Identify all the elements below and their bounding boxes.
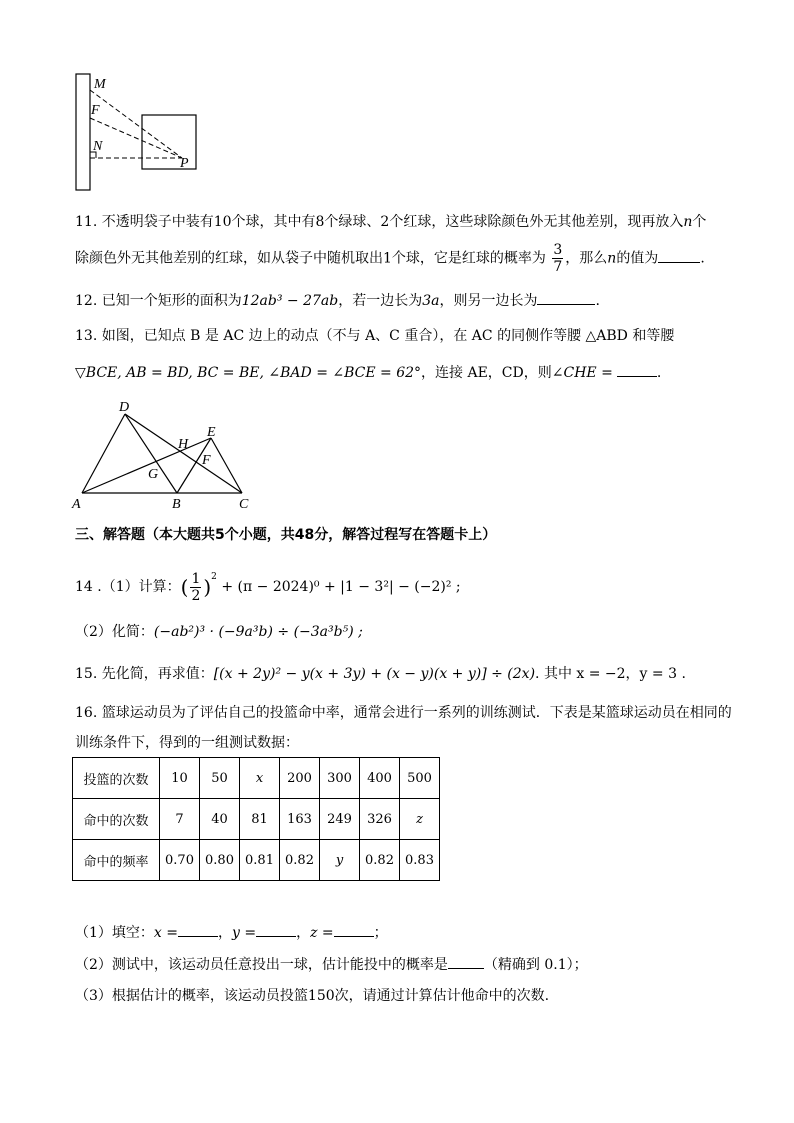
q12-text3: ，则另一边长为	[439, 293, 538, 309]
q11-fraction	[552, 242, 563, 275]
label-A: A	[72, 497, 81, 512]
fill-y-label: y =	[232, 925, 257, 941]
table-cell: 300	[320, 758, 360, 799]
q13-line2	[75, 362, 661, 383]
sep2: ，	[296, 925, 311, 941]
label-C: C	[239, 497, 249, 512]
table-row	[73, 799, 440, 840]
q12-text1: 12. 已知一个矩形的面积为	[75, 293, 242, 309]
q13-expr: ∠CHE =	[551, 365, 613, 381]
q14-square: 2	[211, 572, 217, 582]
table-cell: 163	[280, 799, 320, 840]
q16-line1: 16. 篮球运动员为了评估自己的投篮命中率，通常会进行一系列的训练测试．下表是某篮球运动员在相同的	[75, 705, 732, 721]
q15-expr: [(x + 2y)² − y(x + 3y) + (x − y)(x + y)] ÷ (2x)	[213, 666, 536, 682]
q12-expr: 12ab³ − 27ab	[241, 293, 339, 309]
q12-answer-blank[interactable]	[537, 290, 595, 305]
q16-fill-label: （1）填空：	[75, 925, 154, 941]
q16-data-table	[72, 757, 440, 881]
q16-part3: （3）根据估计的概率，该运动员投篮150次，请通过计算估计他命中的次数.	[75, 988, 550, 1004]
q11-text3: ，那么	[565, 250, 608, 267]
label-N: N	[93, 139, 103, 154]
q16-p2-blank[interactable]	[448, 954, 484, 969]
q11-text1-end: 个	[692, 214, 707, 230]
q12-line	[75, 290, 600, 311]
figure-triangles	[68, 398, 258, 512]
fill-x-blank[interactable]	[178, 922, 218, 937]
table-cell: 81	[240, 799, 280, 840]
table-cell: 50	[200, 758, 240, 799]
segment-AD	[82, 414, 125, 493]
paren-close: )	[203, 575, 212, 599]
q15-label: 15. 先化简，再求值：	[75, 666, 214, 682]
table-cell: 40	[200, 799, 240, 840]
q13-line1: 13. 如图，已知点 B 是 AC 边上的动点（不与 A、C 重合），在 AC 的同侧作等腰 △ABD 和等腰	[75, 328, 675, 344]
table-cell: 249	[320, 799, 360, 840]
paren-open: (	[180, 575, 189, 599]
frac-numerator: 3	[553, 242, 563, 258]
label-B: B	[172, 497, 181, 512]
q11-text2: 除颜色外无其他差别的红球，如从袋子中随机取出1个球，它是红球的概率为	[75, 250, 546, 267]
q16-line2: 训练条件下，得到的一组测试数据：	[75, 735, 299, 751]
fill-y-blank[interactable]	[256, 922, 296, 937]
q11-end: .	[700, 250, 705, 267]
table-cell: y	[320, 840, 360, 881]
q13-answer-blank[interactable]	[617, 362, 657, 377]
q12-side: 3a	[422, 293, 440, 309]
q11-text4: 的值为	[616, 250, 659, 267]
table-cell: 10	[160, 758, 200, 799]
q16-p2-tail: （精确到 0.1）；	[483, 957, 588, 973]
label-M: M	[94, 77, 106, 92]
q14-label: 14 .（1）计算：	[75, 579, 181, 595]
q14-part2	[75, 622, 363, 642]
table-cell: z	[400, 799, 440, 840]
table-cell: 200	[280, 758, 320, 799]
segment-DC	[125, 414, 242, 493]
figure-wall-box	[70, 68, 210, 196]
q16-fill-line	[75, 922, 388, 943]
q13-end: .	[656, 365, 662, 381]
fill-z-label: z =	[310, 925, 334, 941]
fill-x-label: x =	[153, 925, 178, 941]
table-row	[73, 758, 440, 799]
q13-conditions: ▽BCE, AB = BD, BC = BE, ∠BAD = ∠BCE = 62°	[75, 365, 422, 381]
table-cell: 0.82	[360, 840, 400, 881]
table-cell: 500	[400, 758, 440, 799]
fill-end: ；	[373, 925, 388, 941]
q12-end: .	[595, 293, 600, 309]
table-cell: 7	[160, 799, 200, 840]
q16-p2-text: （2）测试中，该运动员任意投出一球，估计能投中的概率是	[75, 957, 448, 973]
label-D: D	[119, 400, 130, 415]
table-cell: 326	[360, 799, 400, 840]
fill-z-blank[interactable]	[334, 922, 374, 937]
table-row	[73, 840, 440, 881]
q11-line1	[75, 212, 706, 232]
label-P: P	[180, 156, 189, 171]
q14-part1	[75, 566, 461, 608]
q14-fraction: $\frac{1}{2}$	[191, 570, 201, 604]
q16-part2	[75, 954, 588, 975]
table-cell: 400	[360, 758, 400, 799]
table-cell: 0.80	[200, 840, 240, 881]
q15-tail: . 其中 x = −2，y = 3 .	[535, 666, 686, 682]
q12-text2: ，若一边长为	[338, 293, 423, 309]
table-cell: 投篮的次数	[73, 758, 160, 799]
sep1: ，	[218, 925, 232, 941]
label-G: G	[148, 467, 159, 482]
q11-var-n2: n	[607, 250, 617, 267]
q14-expr: + (π − 2024)⁰ + |1 − 3²| − (−2)² ;	[221, 579, 461, 595]
table-cell: 命中的次数	[73, 799, 160, 840]
label-H: H	[178, 437, 189, 452]
label-E: E	[207, 425, 216, 440]
q14-p2-label: （2）化简：	[75, 624, 154, 640]
q11-line2	[75, 242, 705, 275]
q15-line	[75, 664, 686, 684]
q11-var-n: n	[683, 214, 693, 230]
table-cell: 0.81	[240, 840, 280, 881]
q13-text2: ，连接 AE，CD，则	[421, 365, 552, 381]
wall-rect	[76, 74, 90, 190]
q11-answer-blank[interactable]	[658, 248, 700, 263]
segment-EC	[211, 438, 242, 493]
q11-text1: 11. 不透明袋子中装有10个球，其中有8个绿球、2个红球，这些球除颜色外无其他差别，现再放入	[75, 214, 684, 230]
frac-denominator: 7	[553, 259, 563, 275]
table-cell: 0.70	[160, 840, 200, 881]
table-cell: x	[240, 758, 280, 799]
table-cell: 命中的频率	[73, 840, 160, 881]
table-cell: 0.83	[400, 840, 440, 881]
section-title: 三、解答题（本大题共5个小题，共48分，解答过程写在答题卡上）	[75, 527, 497, 543]
q14-p2-expr: (−ab²)³ · (−9a³b) ÷ (−3a³b⁵) ;	[153, 624, 363, 640]
table-cell: 0.82	[280, 840, 320, 881]
label-F: F	[91, 103, 100, 118]
label-F2: F	[202, 453, 211, 468]
